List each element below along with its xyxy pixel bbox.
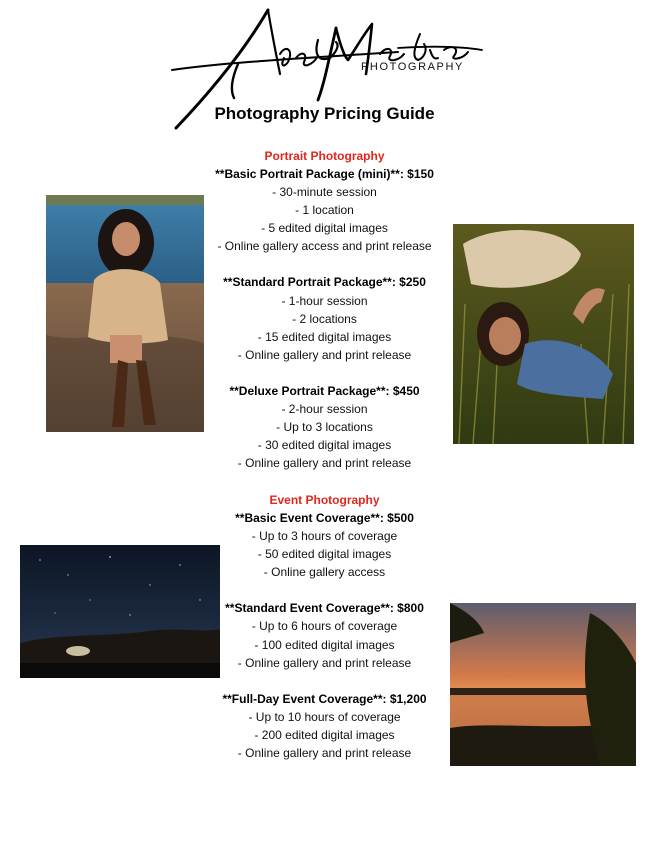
package-item: - 15 edited digital images: [257, 330, 392, 344]
portrait-grass-photo: [453, 224, 634, 444]
package-item: - 1 location: [295, 203, 354, 217]
package-item: - Up to 3 locations: [276, 420, 373, 434]
package-item: - Online gallery access: [263, 565, 386, 579]
package-title-full-day-event: **Full-Day Event Coverage**: $1,200: [222, 692, 427, 706]
package-item: - Online gallery access and print release: [217, 239, 432, 253]
sunset-lake-photo: [450, 603, 636, 766]
package-title-basic-event: **Basic Event Coverage**: $500: [235, 511, 414, 525]
package-item: - Online gallery and print release: [237, 656, 412, 670]
package-item: - Up to 3 hours of coverage: [251, 529, 398, 543]
package-item: - Online gallery and print release: [237, 456, 412, 470]
package-item: - 5 edited digital images: [261, 221, 388, 235]
package-title-basic-portrait: **Basic Portrait Package (mini)**: $150: [215, 167, 434, 181]
night-sky-photo: [20, 545, 220, 678]
portrait-lake-photo: [46, 195, 204, 432]
section-title-portrait: Portrait Photography: [264, 149, 385, 163]
page-title: Photography Pricing Guide: [214, 104, 435, 123]
logo-subtitle: PHOTOGRAPHY: [361, 61, 464, 73]
package-item: - 1-hour session: [281, 294, 368, 308]
package-item: - Online gallery and print release: [237, 348, 412, 362]
package-title-standard-portrait: **Standard Portrait Package**: $250: [223, 275, 426, 289]
package-item: - 100 edited digital images: [254, 638, 395, 652]
package-title-standard-event: **Standard Event Coverage**: $800: [225, 601, 424, 615]
section-title-event: Event Photography: [269, 493, 380, 507]
package-title-deluxe-portrait: **Deluxe Portrait Package**: $450: [229, 384, 420, 398]
package-item: - 30 edited digital images: [257, 438, 392, 452]
package-item: - 2-hour session: [281, 402, 368, 416]
package-item: - 2 locations: [292, 312, 357, 326]
package-item: - Up to 6 hours of coverage: [251, 619, 398, 633]
package-item: - 30-minute session: [272, 185, 377, 199]
package-item: - Online gallery and print release: [237, 746, 412, 760]
package-item: - 200 edited digital images: [254, 728, 395, 742]
package-item: - 50 edited digital images: [257, 547, 392, 561]
package-item: - Up to 10 hours of coverage: [248, 710, 401, 724]
